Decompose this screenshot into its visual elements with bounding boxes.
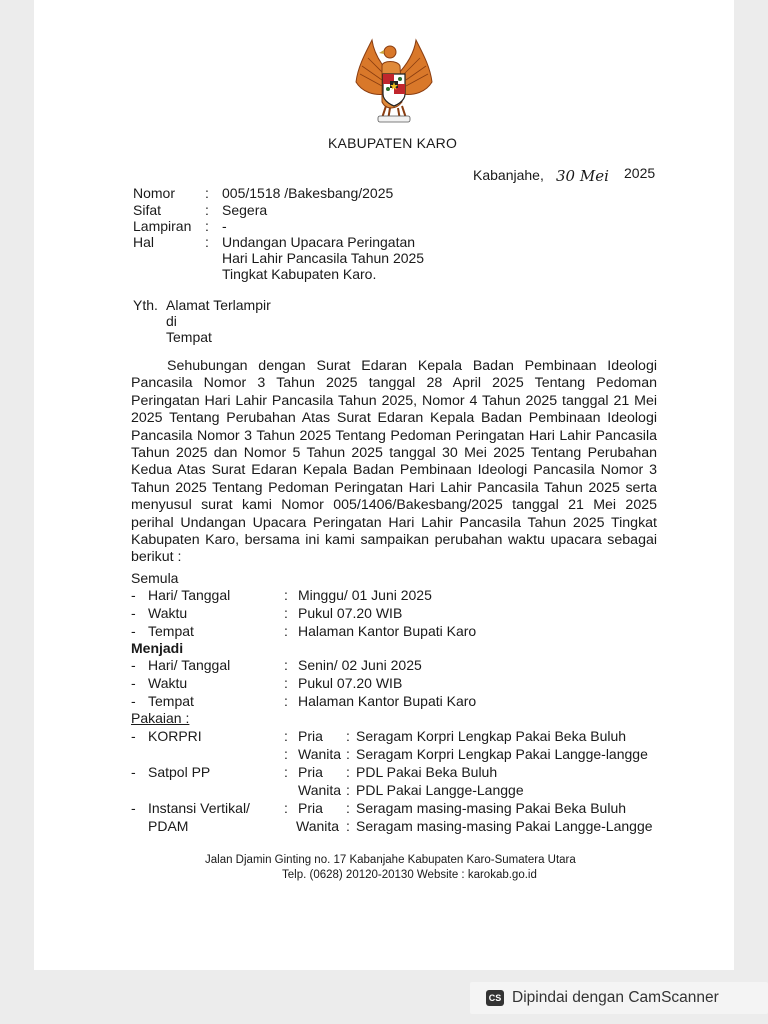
meta-colon: : xyxy=(205,202,209,218)
section-menjadi-heading: Menjadi xyxy=(131,640,184,656)
row-value: Pukul 07.20 WIB xyxy=(298,675,403,691)
row-label: Tempat xyxy=(148,693,194,709)
gender-label: Pria xyxy=(298,764,323,780)
body-line: perihal Undangan Upacara Peringatan Hari Lahir Pancasila Tahun 2025 Tingkat xyxy=(131,514,657,531)
regency-title: KABUPATEN KARO xyxy=(328,135,458,151)
section-semula-heading: Semula xyxy=(131,570,179,586)
camscanner-text: Dipindai dengan CamScanner xyxy=(512,989,719,1006)
bullet-dash: - xyxy=(131,728,136,744)
gender-label: Pria xyxy=(298,728,323,744)
bullet-dash: - xyxy=(131,800,136,816)
gender-colon: : xyxy=(346,782,350,798)
row-colon: : xyxy=(284,800,288,816)
row-value: Senin/ 02 Juni 2025 xyxy=(298,657,422,673)
body-line: berikut : xyxy=(131,549,182,566)
section-pakaian-heading: Pakaian : xyxy=(131,710,190,726)
gender-colon: : xyxy=(346,818,350,834)
body-line: 2025 Tentang Perubahan Atas Surat Edaran Kepala Badan Pembinaan Ideologi xyxy=(131,410,657,427)
recipient-yth: Yth. xyxy=(133,297,158,313)
body-line: Tahun 2025 dan Nomor 5 Tahun 2025 tanggal 30 Mei 2025 Tentang Perubahan xyxy=(131,444,657,461)
gender-label: Pria xyxy=(298,800,323,816)
subject-line-3: Tingkat Kabupaten Karo. xyxy=(222,266,377,282)
bullet-dash: - xyxy=(131,623,136,639)
footer-address: Jalan Djamin Ginting no. 17 Kabanjahe Kabupaten Karo-Sumatera Utara xyxy=(205,854,576,866)
row-colon: : xyxy=(284,746,288,762)
bullet-dash: - xyxy=(131,764,136,780)
meta-colon: : xyxy=(205,185,209,201)
bullet-dash: - xyxy=(131,657,136,673)
row-colon: : xyxy=(284,675,288,691)
body-line: menyusul surat kami Nomor 005/1406/Bakesbang/2025 tanggal 21 Mei 2025 xyxy=(131,497,657,514)
recipient-di: di xyxy=(166,313,177,329)
attire-value: Seragam Korpri Lengkap Pakai Beka Buluh xyxy=(356,728,627,744)
body-line: Pancasila Nomor 3 Tahun 2025 tanggal 28 April 2025 Tentang Pedoman xyxy=(131,375,657,392)
meta-label: Lampiran xyxy=(133,218,192,234)
gender-label: Wanita xyxy=(298,782,342,798)
row-colon: : xyxy=(284,623,288,639)
attire-value: PDL Pakai Langge-Langge xyxy=(356,782,524,798)
gender-label: Wanita xyxy=(296,818,340,834)
attire-value: Seragam masing-masing Pakai Beka Buluh xyxy=(356,800,627,816)
row-label: Waktu xyxy=(148,605,188,621)
attire-value: Seragam Korpri Lengkap Pakai Langge-langge xyxy=(356,746,648,762)
camscanner-badge xyxy=(470,982,768,1014)
handwritten-date: 30 Mei xyxy=(556,167,609,185)
attire-value: Seragam masing-masing Pakai Langge-Langge xyxy=(356,818,653,834)
row-value: Minggu/ 01 Juni 2025 xyxy=(298,587,432,603)
gender-colon: : xyxy=(346,764,350,780)
row-colon: : xyxy=(284,728,288,744)
body-line: Kedua Atas Surat Edaran Kepala Badan Pembinaan Ideologi Pancasila Nomor 3 xyxy=(131,462,657,479)
body-line: Tahun 2025 Tentang Pedoman Peringatan Hari Lahir Pancasila Tahun 2025 serta xyxy=(131,479,657,496)
row-value: Halaman Kantor Bupati Karo xyxy=(298,623,477,639)
gender-colon: : xyxy=(346,728,350,744)
row-colon: : xyxy=(284,764,288,780)
bullet-dash: - xyxy=(131,587,136,603)
bullet-dash: - xyxy=(131,605,136,621)
meta-label: Sifat xyxy=(133,202,162,218)
garuda-emblem-icon xyxy=(352,36,436,126)
camscanner-logo-icon: CS xyxy=(486,990,504,1006)
meta-value: Segera xyxy=(222,202,268,218)
attire-group-label: Instansi Vertikal/ xyxy=(148,800,250,816)
meta-label: Nomor xyxy=(133,185,176,201)
letter-year: 2025 xyxy=(624,165,656,181)
row-value: Halaman Kantor Bupati Karo xyxy=(298,693,477,709)
meta-value: - xyxy=(222,218,227,234)
row-label: Tempat xyxy=(148,623,194,639)
subject-line-2: Hari Lahir Pancasila Tahun 2025 xyxy=(222,250,425,266)
attire-group-label-cont: PDAM xyxy=(148,818,189,834)
letter-place: Kabanjahe, xyxy=(473,167,544,183)
footer-contact: Telp. (0628) 20120-20130 Website : karokab.go.id xyxy=(282,869,537,881)
attire-group-label: Satpol PP xyxy=(148,764,211,780)
gender-colon: : xyxy=(346,746,350,762)
body-line: Kabupaten Karo, bersama ini kami sampaikan perubahan waktu upacara sebagai xyxy=(131,531,657,548)
meta-value: Undangan Upacara Peringatan xyxy=(222,234,416,250)
attire-value: PDL Pakai Beka Buluh xyxy=(356,764,498,780)
row-colon: : xyxy=(284,587,288,603)
meta-value: 005/1518 /Bakesbang/2025 xyxy=(222,185,394,201)
row-label: Waktu xyxy=(148,675,188,691)
attire-group-label: KORPRI xyxy=(148,728,202,744)
row-colon: : xyxy=(284,605,288,621)
bullet-dash: - xyxy=(131,693,136,709)
meta-colon: : xyxy=(205,234,209,250)
row-colon: : xyxy=(284,693,288,709)
row-colon: : xyxy=(284,657,288,673)
row-label: Hari/ Tanggal xyxy=(148,587,231,603)
body-paragraph xyxy=(131,358,657,567)
body-line: Sehubungan dengan Surat Edaran Kepala Badan Pembinaan Ideologi xyxy=(167,358,657,374)
meta-colon: : xyxy=(205,218,209,234)
bullet-dash: - xyxy=(131,675,136,691)
row-value: Pukul 07.20 WIB xyxy=(298,605,403,621)
body-line: Pancasila Nomor 3 Tahun 2025 Tentang Pedoman Peringatan Hari Lahir Pancasila xyxy=(131,427,657,444)
meta-label: Hal xyxy=(133,234,155,250)
gender-label: Wanita xyxy=(298,746,342,762)
body-line: Peringatan Hari Lahir Pancasila Tahun 2025, Nomor 4 Tahun 2025 tanggal 21 Mei xyxy=(131,392,657,409)
recipient-place: Tempat xyxy=(166,329,212,345)
recipient-address: Alamat Terlampir xyxy=(166,297,271,313)
row-label: Hari/ Tanggal xyxy=(148,657,231,673)
gender-colon: : xyxy=(346,800,350,816)
